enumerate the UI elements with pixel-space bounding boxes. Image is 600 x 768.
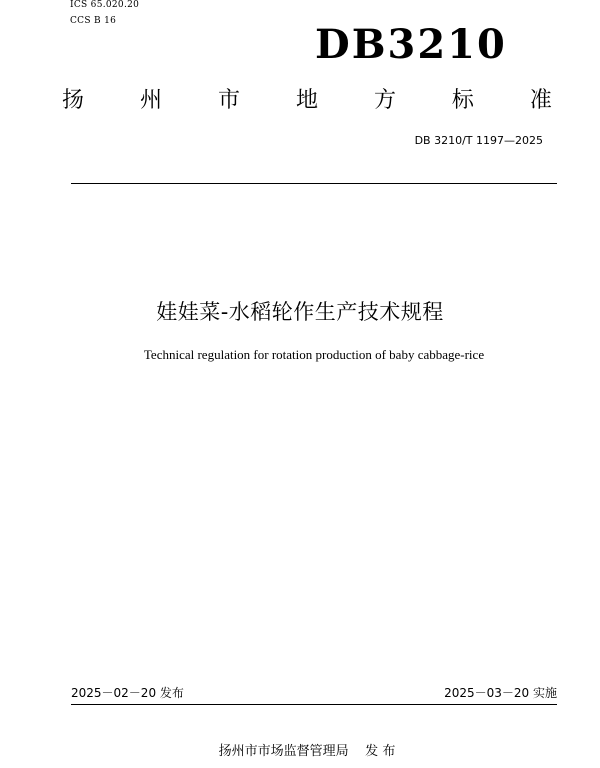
implementation-date: 2025－03－20 实施 <box>444 686 557 700</box>
issuing-authority: 扬州市市场监督管理局 发 布 <box>218 744 396 759</box>
issue-date: 2025－02－20 发布 <box>71 686 184 700</box>
standard-type-title <box>62 86 552 118</box>
document-title-chinese: 娃娃菜-水稻轮作生产技术规程 <box>156 300 444 324</box>
standard-type-char: 准 <box>529 88 552 113</box>
document-title-english: Technical regulation for rotation production of baby cabbage-rice <box>143 347 485 362</box>
standard-number: DB 3210/T 1197—2025 <box>414 134 543 147</box>
standard-type-char: 扬 <box>62 88 85 113</box>
top-divider <box>71 183 557 184</box>
standard-type-char: 地 <box>295 88 318 113</box>
ccs-code: CCS B 16 <box>70 16 117 26</box>
standard-type-char: 方 <box>373 88 396 113</box>
standard-type-char: 标 <box>451 88 474 113</box>
bottom-divider <box>71 704 557 705</box>
db-code-logo: DB3210 <box>315 21 507 68</box>
ics-code: ICS 65.020.20 <box>70 0 140 10</box>
standard-type-char: 州 <box>139 88 162 113</box>
standard-type-char: 市 <box>217 88 240 113</box>
